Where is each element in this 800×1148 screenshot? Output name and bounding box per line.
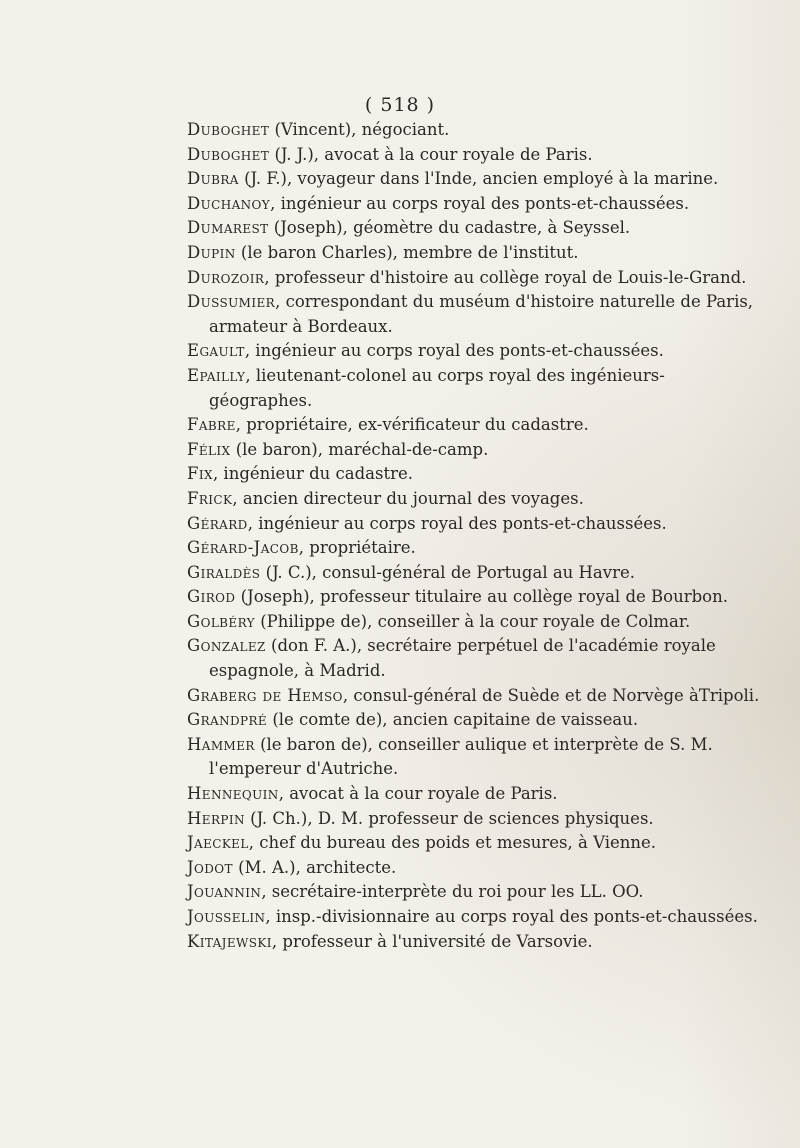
entry-name: Hennequin (187, 784, 279, 804)
list-item (187, 880, 767, 905)
entry-description: (Joseph), géomètre du cadastre, à Seyssel. (268, 218, 631, 238)
entry-name: Durozoir (187, 267, 265, 287)
entry-description: , ingénieur au corps royal des ponts-et-chaussées. (270, 193, 690, 213)
entry-description: (J. C.), consul-général de Portugal au Havre. (260, 562, 635, 582)
entry-description: , secrétaire-interprète du roi pour les LL. OO. (261, 882, 644, 902)
entry-description: (Joseph), professeur titulaire au collège royal de Bourbon. (235, 587, 728, 607)
entry-description: , avocat à la cour royale de Paris. (278, 784, 558, 804)
entry-name: Hammer (187, 734, 255, 754)
entry-name: Duboghet (187, 120, 270, 139)
entry-description: (le baron de), conseiller aulique et interprète de S. M. l'empereur d'Autriche. (209, 734, 713, 779)
entry-name: Jousselin (187, 907, 266, 926)
list-item (187, 708, 767, 733)
entry-description: , lieutenant-colonel au corps royal des ingénieurs-géographes. (209, 365, 665, 410)
entry-description: , professeur d'histoire au collège royal de Louis-le-Grand. (264, 267, 747, 287)
member-list (187, 118, 767, 954)
entry-description: , correspondant du muséum d'histoire naturelle de Paris, armateur à Bordeaux. (209, 292, 754, 336)
page-number: ( 518 ) (364, 94, 436, 116)
list-item (187, 782, 767, 807)
list-item (187, 167, 767, 192)
entry-name: Jouannin (187, 882, 262, 902)
entry-description: (le baron Charles), membre de l'institut. (235, 242, 579, 262)
list-item (187, 512, 767, 537)
entry-name: Gérard (187, 513, 248, 533)
entry-description: , professeur à l'université de Varsovie. (271, 931, 593, 951)
entry-description: , propriétaire. (298, 538, 416, 558)
entry-name: Gérard-Jacob (187, 538, 299, 558)
entry-description: (le baron), maréchal-de-camp. (230, 439, 489, 459)
entry-description: , consul-général de Suède et de Norvège àTripoli. (342, 685, 760, 705)
entry-name: Gonzalez (187, 636, 266, 656)
entry-description: , ancien directeur du journal des voyages. (232, 488, 584, 508)
entry-description: , ingénieur du cadastre. (212, 464, 413, 484)
list-item (187, 290, 767, 339)
entry-name: Egault (187, 341, 245, 361)
entry-name: Herpin (187, 808, 245, 828)
list-item (187, 905, 767, 930)
list-item (187, 339, 767, 364)
entry-description: , insp.-divisionnaire au corps royal des ponts-et-chaussées. (265, 907, 758, 926)
entry-description: , chef du bureau des poids et mesures, à Vienne. (248, 833, 657, 853)
list-item (187, 684, 767, 709)
entry-name: Fix (187, 464, 213, 484)
list-item (187, 438, 767, 463)
entry-description: , propriétaire, ex-vérificateur du cadastre. (235, 415, 589, 435)
list-item (187, 118, 767, 143)
entry-description: (J. F.), voyageur dans l'Inde, ancien employé à la marine. (238, 169, 719, 189)
list-item (187, 585, 767, 610)
entry-description: (M. A.), architecte. (232, 857, 397, 877)
entry-description: (le comte de), ancien capitaine de vaisseau. (267, 710, 639, 730)
list-item (187, 536, 767, 561)
list-item (187, 561, 767, 586)
entry-name: Duchanoy (187, 193, 271, 213)
list-item (187, 634, 767, 683)
entry-name: Epailly (187, 365, 246, 385)
list-item (187, 364, 767, 413)
list-item (187, 610, 767, 635)
list-item (187, 733, 767, 782)
list-item (187, 462, 767, 487)
entry-name: Golbéry (187, 611, 255, 631)
entry-name: Dumarest (187, 218, 269, 238)
list-item (187, 241, 767, 266)
list-item (187, 831, 767, 856)
entry-name: Duboghet (187, 144, 270, 164)
entry-name: Girod (187, 587, 236, 607)
list-item (187, 216, 767, 241)
entry-name: Grandpré (187, 710, 268, 730)
list-item (187, 807, 767, 832)
entry-description: , ingénieur au corps royal des ponts-et-chaussées. (244, 341, 664, 361)
list-item (187, 930, 767, 955)
entry-name: Fabre (187, 415, 236, 435)
entry-description: (J. J.), avocat à la cour royale de Paris. (269, 144, 593, 164)
entry-description: (Vincent), négociant. (269, 120, 450, 139)
list-item (187, 266, 767, 291)
entry-name: Dupin (187, 242, 236, 262)
entry-description: , ingénieur au corps royal des ponts-et-chaussées. (247, 513, 667, 533)
list-item (187, 192, 767, 217)
entry-name: Kitajewski (187, 931, 272, 951)
entry-name: Graberg de Hemso (187, 685, 343, 705)
entry-description: (Philippe de), conseiller à la cour royale de Colmar. (254, 611, 691, 631)
entry-name: Giraldès (187, 562, 261, 582)
list-item (187, 143, 767, 168)
entry-name: Félix (187, 439, 231, 459)
list-item (187, 856, 767, 881)
list-item (187, 413, 767, 438)
entry-name: Jaeckel (187, 833, 249, 853)
entry-description: (J. Ch.), D. M. professeur de sciences physiques. (244, 808, 654, 828)
list-item (187, 487, 767, 512)
entry-name: Dussumier (187, 292, 276, 312)
entry-name: Jodot (187, 857, 233, 877)
entry-name: Dubra (187, 169, 239, 189)
entry-name: Frick (187, 488, 233, 508)
entry-description: (don F. A.), secrétaire perpétuel de l'académie royale espagnole, à Madrid. (209, 636, 716, 681)
